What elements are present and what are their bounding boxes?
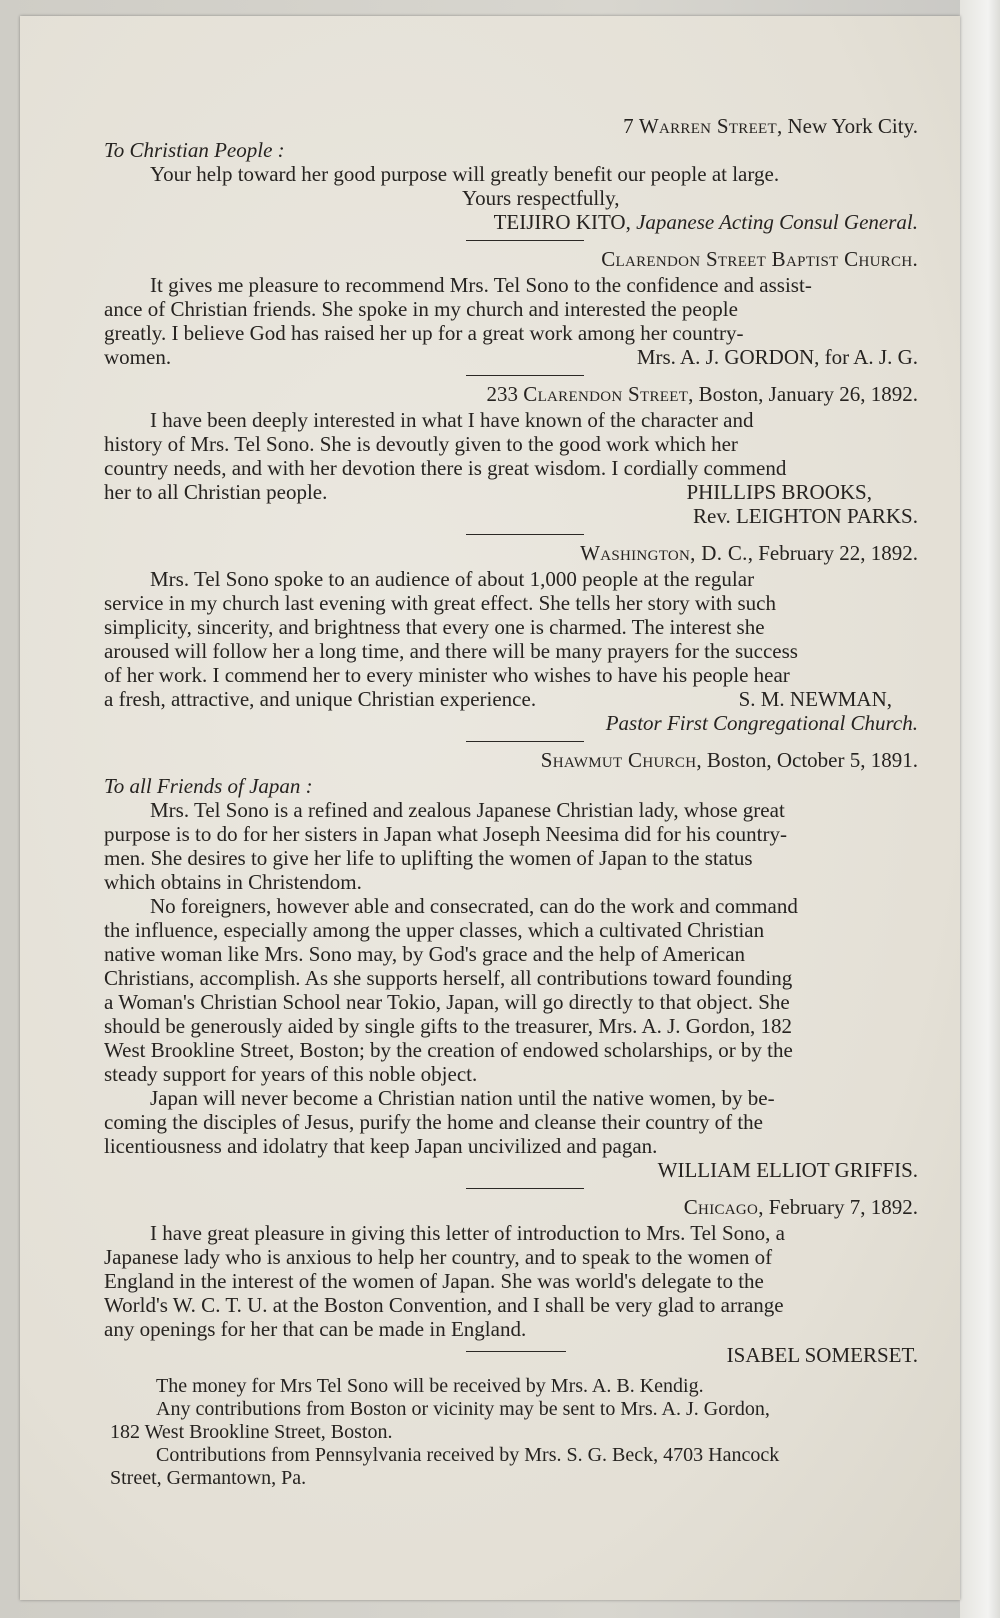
letter-line: country needs, and with her devotion there is great wisdom. I cordially commend xyxy=(104,456,787,480)
page-edge xyxy=(960,0,1000,1618)
letter-line: Japanese lady who is anxious to help her country, and to speak to the women of xyxy=(104,1245,773,1269)
footer-line: Contributions from Pennsylvania received by Mrs. S. G. Beck, 4703 Hancock xyxy=(156,1444,780,1466)
letter-line: purpose is to do for her sisters in Japan what Joseph Neesima did for his country- xyxy=(104,822,787,846)
letter-line: should be generously aided by single gifts to the treasurer, Mrs. A. J. Gordon, 182 xyxy=(104,1014,792,1038)
signature-row xyxy=(104,1341,938,1367)
letter-line: a Woman's Christian School near Tokio, Japan, will go directly to that object. She xyxy=(104,990,790,1014)
contributions-notes xyxy=(110,1375,938,1490)
footer-line: Street, Germantown, Pa. xyxy=(110,1467,307,1489)
address-number: 7 xyxy=(623,114,634,138)
letter-line: women. xyxy=(104,345,172,369)
letter-line: West Brookline Street, Boston; by the creation of endowed scholarships, or by the xyxy=(104,1038,793,1062)
salutation: To all Friends of Japan : xyxy=(104,774,313,798)
letter-consul xyxy=(104,114,938,234)
address-number: 233 xyxy=(486,382,519,406)
letter-line: It gives me pleasure to recommend Mrs. Tel Sono to the confidence and assist- xyxy=(150,273,812,297)
letter-line: World's W. C. T. U. at the Boston Convention, and I shall be very glad to arrange xyxy=(104,1293,784,1317)
signature-row xyxy=(104,345,938,369)
letter-line: native woman like Mrs. Sono may, by God's grace and the help of American xyxy=(104,942,746,966)
footer-line: 182 West Brookline Street, Boston. xyxy=(110,1421,393,1443)
dateline xyxy=(104,382,938,406)
signer-name: S. M. NEWMAN, xyxy=(738,687,892,711)
signer-title: Japanese Acting Consul General. xyxy=(636,210,918,234)
separator-rule xyxy=(466,1351,566,1352)
date: , Boston, January 26, 1892. xyxy=(688,382,918,406)
signer-name: TEIJIRO KITO, xyxy=(493,210,631,234)
letter-line: coming the disciples of Jesus, purify the home and cleanse their country of the xyxy=(104,1110,763,1134)
signer-name: PHILLIPS BROOKS, xyxy=(686,480,872,504)
address-line: 7 Warren Street, New York City. xyxy=(623,114,918,138)
letter-line: ance of Christian friends. She spoke in my church and interested the people xyxy=(104,297,738,321)
salutation: To Christian People : xyxy=(104,138,285,162)
place: Chicago xyxy=(683,1195,759,1219)
footer-line: Any contributions from Boston or vicinity may be sent to Mrs. A. J. Gordon, xyxy=(156,1398,770,1420)
letter-line: licentiousness and idolatry that keep Japan uncivilized and pagan. xyxy=(104,1134,658,1158)
separator-rule xyxy=(466,534,584,535)
letter-line: which obtains in Christendom. xyxy=(104,870,362,894)
address-street: Clarendon Street xyxy=(523,382,689,406)
signature-row xyxy=(104,687,938,711)
letter-newman xyxy=(104,541,938,735)
signer-name-2: Rev. LEIGHTON PARKS. xyxy=(693,504,918,528)
letter-line: I have been deeply interested in what I have known of the character and xyxy=(150,408,754,432)
letter-line: Mrs. Tel Sono is a refined and zealous Japanese Christian lady, whose great xyxy=(150,798,785,822)
letter-line: history of Mrs. Tel Sono. She is devoutly given to the good work which her xyxy=(104,432,738,456)
dateline xyxy=(104,748,938,772)
letter-line: Japan will never become a Christian nation until the native women, by be- xyxy=(150,1086,775,1110)
separator-rule xyxy=(466,1188,584,1189)
closing: Yours respectfully, xyxy=(462,186,620,210)
separator-rule xyxy=(466,741,584,742)
letter-brooks xyxy=(104,382,938,528)
date: , February 7, 1892. xyxy=(758,1195,918,1219)
letter-line: Christians, accomplish. As she supports herself, all contributions toward founding xyxy=(104,966,793,990)
signature xyxy=(104,210,938,234)
letter-line: service in my church last evening with great effect. She tells her story with such xyxy=(104,591,776,615)
letter-line: a fresh, attractive, and unique Christian experience. xyxy=(104,687,537,711)
place: Shawmut Church xyxy=(540,748,697,772)
letter-line: her to all Christian people. xyxy=(104,480,328,504)
address-city: New York City. xyxy=(787,114,918,138)
letter-line: men. She desires to give her life to uplifting the women of Japan to the status xyxy=(104,846,753,870)
date: , Boston, October 5, 1891. xyxy=(696,748,918,772)
date: , February 22, 1892. xyxy=(747,541,918,565)
letter-line: Mrs. Tel Sono spoke to an audience of about 1,000 people at the regular xyxy=(150,567,755,591)
letter-line: steady support for years of this noble object. xyxy=(104,1062,478,1086)
separator-rule xyxy=(466,240,584,241)
address-street: Warren Street xyxy=(638,114,777,138)
letter-line: England in the interest of the women of Japan. She was world's delegate to the xyxy=(104,1269,764,1293)
heading: Clarendon Street Baptist Church. xyxy=(601,247,918,271)
dateline xyxy=(104,1195,938,1219)
letter-body: Your help toward her good purpose will greatly benefit our people at large. xyxy=(150,162,780,186)
letter-somerset xyxy=(104,1195,938,1367)
letter-line: any openings for her that can be made in England. xyxy=(104,1317,527,1341)
signer-name: Mrs. A. J. GORDON, for A. J. G. xyxy=(636,345,918,369)
signer-name: ISABEL SOMERSET. xyxy=(726,1343,918,1367)
signer-title: Pastor First Congregational Church. xyxy=(605,711,918,735)
letter-line: I have great pleasure in giving this letter of introduction to Mrs. Tel Sono, a xyxy=(150,1221,786,1245)
letter-griffis xyxy=(104,748,938,1182)
letter-line: of her work. I commend her to every minister who wishes to have his people hear xyxy=(104,663,790,687)
separator-rule xyxy=(466,375,584,376)
signer-name: WILLIAM ELLIOT GRIFFIS. xyxy=(657,1158,918,1182)
letter-line: No foreigners, however able and consecrated, can do the work and command xyxy=(150,894,798,918)
letter-line: greatly. I believe God has raised her up for a great work among her country- xyxy=(104,321,744,345)
letter-line: simplicity, sincerity, and brightness that every one is charmed. The interest she xyxy=(104,615,765,639)
document-page xyxy=(20,16,960,1600)
dateline xyxy=(104,541,938,565)
letter-line: aroused will follow her a long time, and there will be many prayers for the success xyxy=(104,639,798,663)
footer-line: The money for Mrs Tel Sono will be received by Mrs. A. B. Kendig. xyxy=(156,1375,704,1397)
signature-row xyxy=(104,480,938,504)
letter-line: the influence, especially among the upper classes, which a cultivated Christian xyxy=(104,918,765,942)
letter-clarendon-baptist xyxy=(104,247,938,369)
place: Washington, D. C. xyxy=(580,541,748,565)
